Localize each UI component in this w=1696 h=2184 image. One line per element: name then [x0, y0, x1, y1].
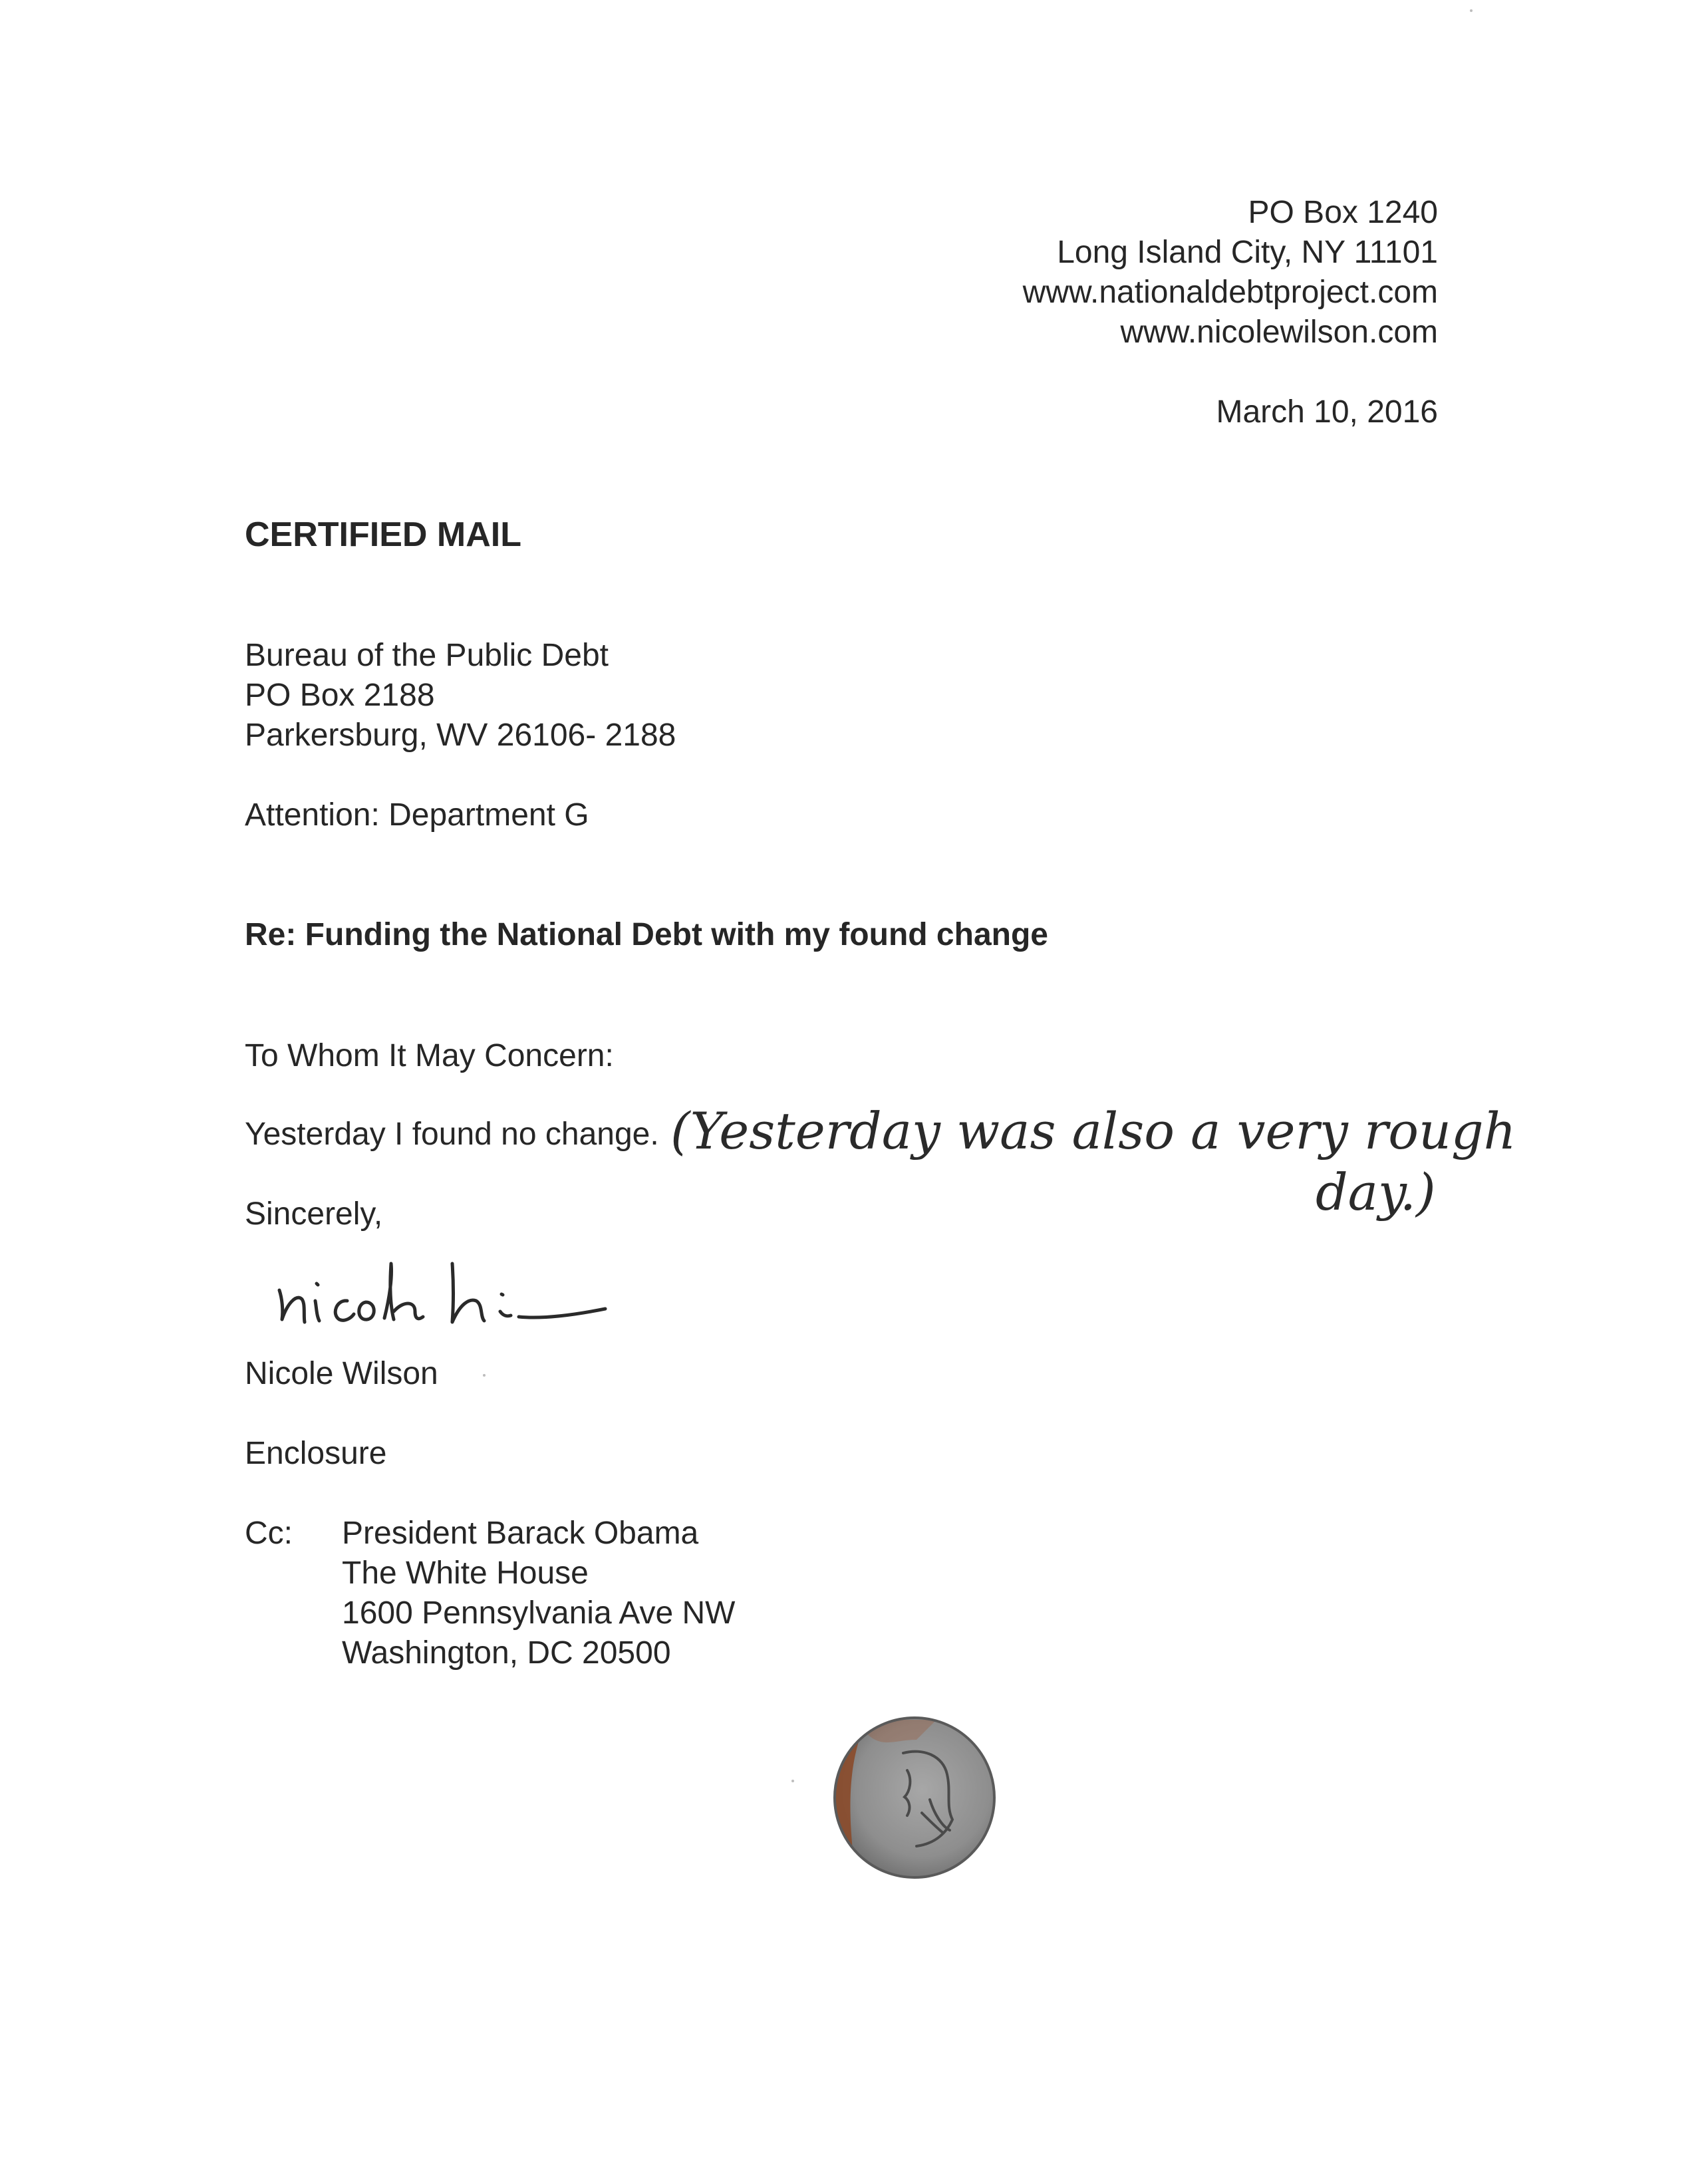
sender-address-line2: Long Island City, NY 11101: [1057, 235, 1438, 270]
sender-website-2: www.nicolewilson.com: [1120, 315, 1438, 350]
handwritten-note-line2: day.): [1316, 1162, 1436, 1222]
recipient-name: Bureau of the Public Debt: [245, 638, 609, 673]
recipient-address-line1: PO Box 2188: [245, 678, 435, 713]
letter-date: March 10, 2016: [1216, 394, 1438, 430]
cc-line1: President Barack Obama: [342, 1516, 699, 1551]
recipient-address-line2: Parkersburg, WV 26106- 2188: [245, 718, 676, 753]
enclosure-label: Enclosure: [245, 1436, 387, 1471]
body-text: Yesterday I found no change.: [245, 1117, 659, 1152]
scan-speck: [483, 1374, 486, 1377]
handwritten-note-line1: (Yesterday was also a very rough: [670, 1101, 1516, 1160]
cc-line3: 1600 Pennsylvania Ave NW: [342, 1595, 736, 1631]
subject-line: Re: Funding the National Debt with my found change: [245, 917, 1048, 952]
sender-address-line1: PO Box 1240: [1248, 195, 1438, 230]
closing: Sincerely,: [245, 1196, 383, 1232]
signer-name: Nicole Wilson: [245, 1356, 438, 1391]
cc-line2: The White House: [342, 1556, 589, 1591]
cc-label: Cc:: [245, 1516, 293, 1551]
sender-website-1: www.nationaldebtproject.com: [1022, 275, 1438, 310]
recipient-attention: Attention: Department G: [245, 797, 589, 833]
salutation: To Whom It May Concern:: [245, 1038, 614, 1073]
scan-speck: [791, 1780, 794, 1782]
signature-image: [273, 1237, 645, 1343]
penny-coin-image: [830, 1713, 999, 1882]
certified-mail-heading: CERTIFIED MAIL: [245, 515, 521, 554]
cc-line4: Washington, DC 20500: [342, 1635, 671, 1671]
scan-speck: [1470, 9, 1473, 12]
